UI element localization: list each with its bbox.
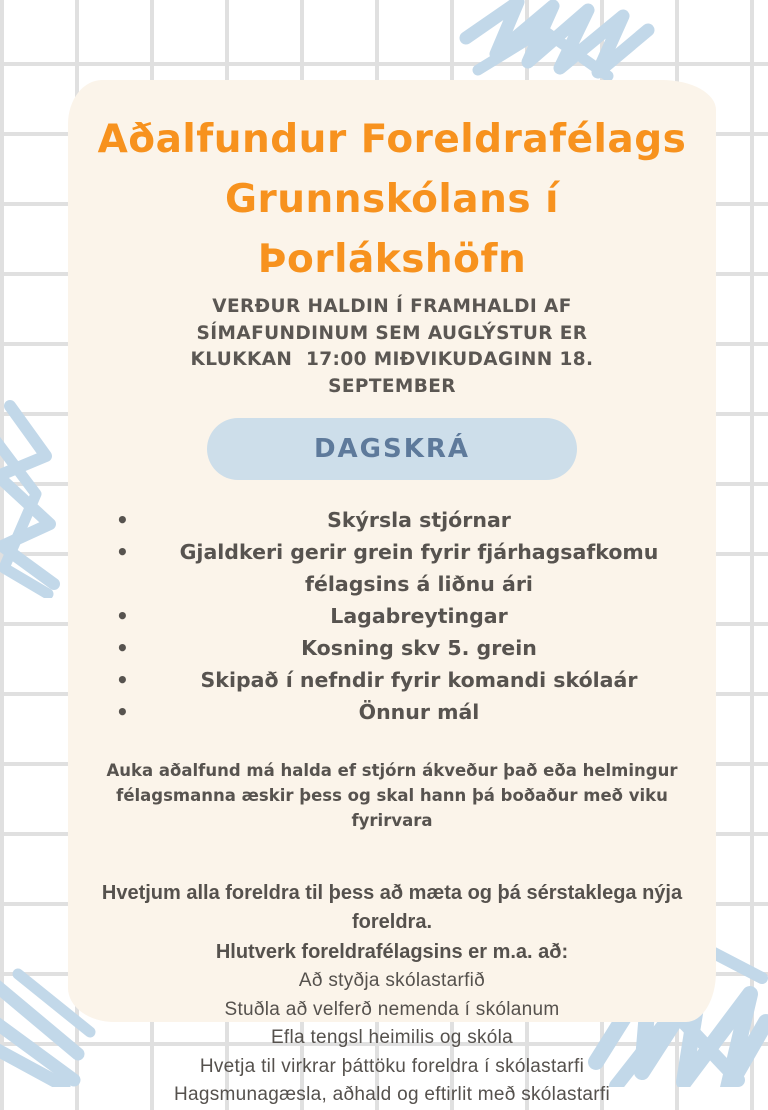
closing-encouragement: Hvetjum alla foreldra til þess að mæta og þá sérstaklega nýja foreldra. <box>101 882 683 933</box>
agenda-item-text: Skipað í nefndir fyrir komandi skólaár <box>200 668 638 692</box>
poster-title <box>90 110 694 290</box>
agenda-item <box>116 664 688 696</box>
agenda-header-label: DAGSKRÁ <box>313 434 471 464</box>
extra-meeting-note: Auka aðalfund má halda ef stjórn ákveður það eða helmingur félagsmanna æskir þess og skal hann þá boðaður með viku fyrirvara <box>106 761 678 830</box>
role-item: Hvetja til virkrar þáttöku foreldra í skólastarfi <box>199 1055 585 1077</box>
poster-title-line2: Grunnskólans í Þorlákshöfn <box>224 177 560 282</box>
agenda-item-text: Gjaldkeri gerir grein fyrir fjárhagsafkomu félagsins á liðnu ári <box>179 540 659 596</box>
meeting-details-line: SEPTEMBER <box>328 375 456 397</box>
scribble-left-doodle-icon <box>0 398 68 598</box>
role-item: Hagsmunagæsla, aðhald og eftirlit með skólastarfi <box>173 1084 611 1105</box>
agenda-item-text: Önnur mál <box>358 700 480 724</box>
agenda-item-text: Kosning skv 5. grein <box>301 636 537 660</box>
agenda-item <box>116 536 688 600</box>
agenda-item <box>116 632 688 664</box>
role-item: Stuðla að velferð nemenda í skólanum <box>224 998 560 1020</box>
role-item: Að styðja skólastarfið <box>298 970 486 991</box>
agenda-list <box>90 504 694 728</box>
agenda-item <box>116 600 688 632</box>
agenda-header-pill <box>207 418 577 480</box>
closing-section <box>90 879 694 1110</box>
meeting-details-line: SÍMAFUNDINUM SEM AUGLÝSTUR ER <box>196 322 588 344</box>
bullet-dot-icon: • <box>116 668 129 692</box>
meeting-details-line: VERÐUR HALDIN Í FRAMHALDI AF <box>212 296 572 317</box>
bullet-dot-icon: • <box>116 700 129 724</box>
scribble-top-doodle-icon <box>448 0 663 84</box>
poster-title-line1: Aðalfundur Foreldrafélags <box>97 117 687 162</box>
bullet-dot-icon: • <box>116 508 129 532</box>
poster-panel <box>68 80 716 1105</box>
roles-list <box>90 967 694 1110</box>
agenda-item-text: Lagabreytingar <box>330 604 508 628</box>
roles-heading: Hlutverk foreldrafélagsins er m.a. að: <box>215 941 569 963</box>
role-item: Efla tengsl heimilis og skóla <box>270 1027 514 1048</box>
bullet-dot-icon: • <box>116 604 129 628</box>
agenda-item <box>116 696 688 728</box>
meeting-details-line: KLUKKAN 17:00 MIÐVIKUDAGINN 18. <box>190 349 594 370</box>
agenda-item <box>116 504 688 536</box>
meeting-details <box>90 294 694 400</box>
agenda-item-text: Skýrsla stjórnar <box>327 508 511 532</box>
bullet-dot-icon: • <box>116 636 129 660</box>
bullet-dot-icon: • <box>116 540 129 564</box>
